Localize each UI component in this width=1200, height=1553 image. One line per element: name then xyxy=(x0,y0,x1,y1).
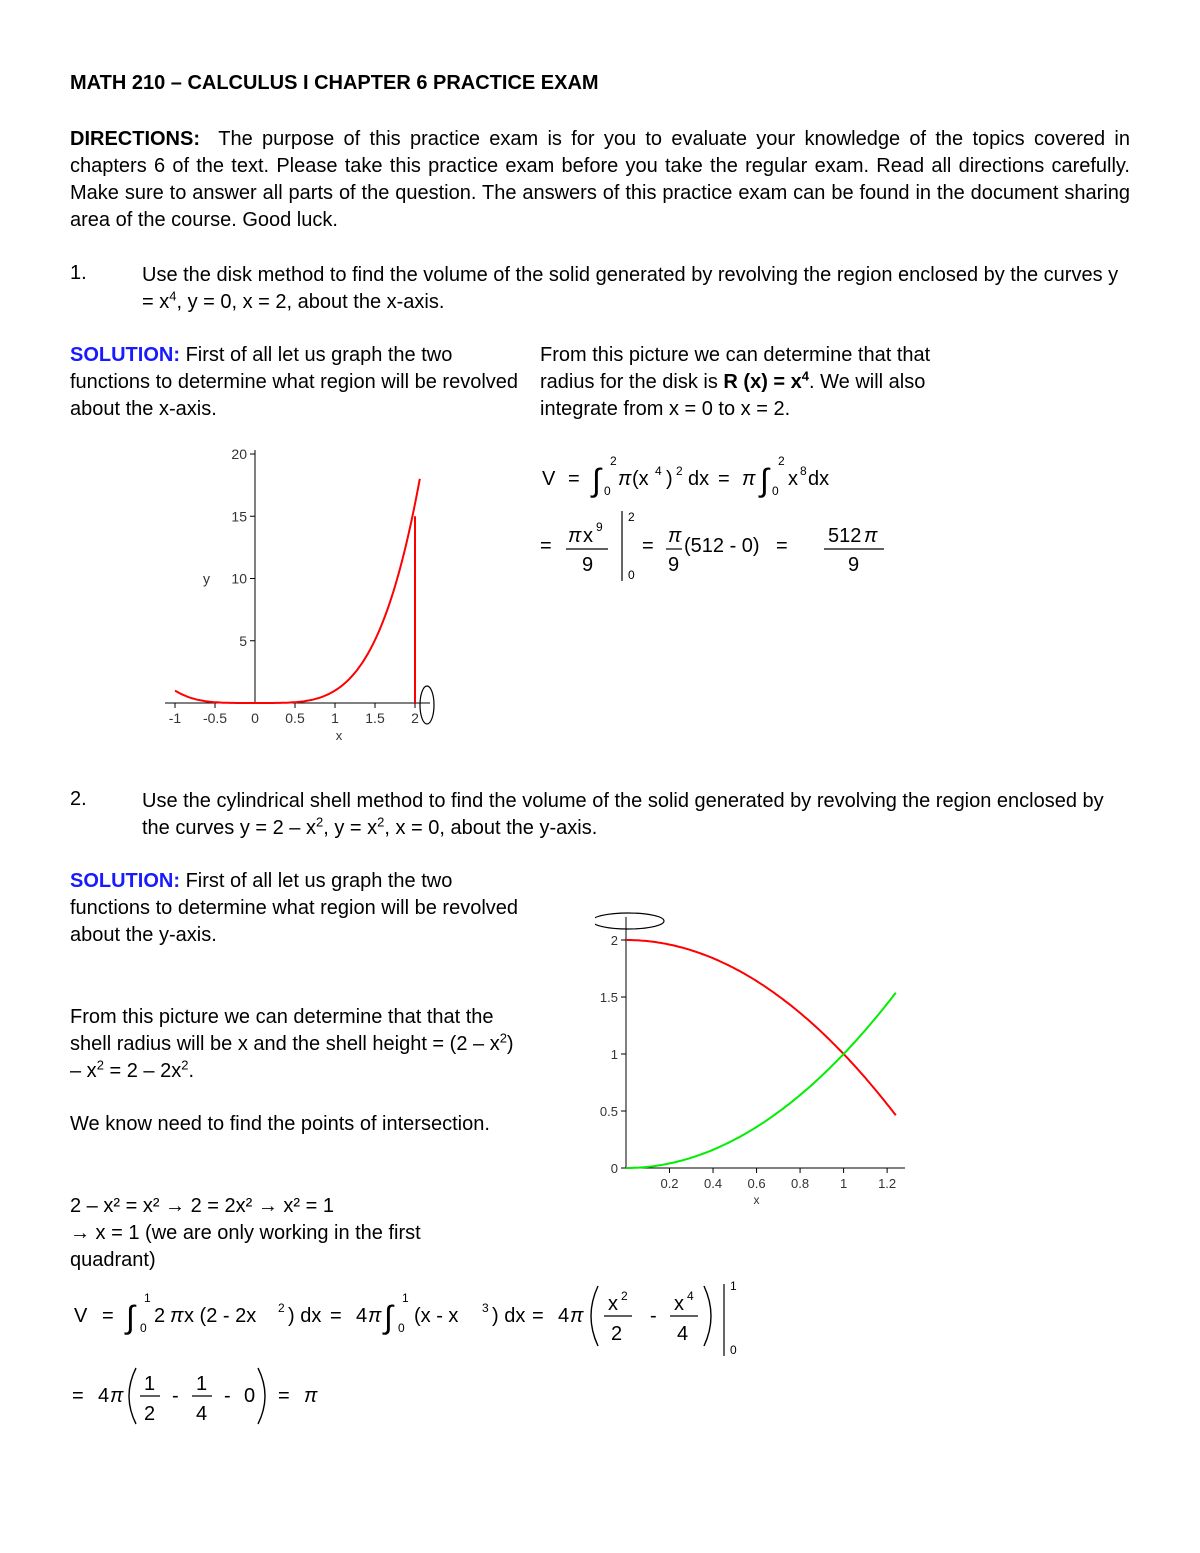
question-1-number: 1. xyxy=(70,262,87,284)
question-1-text: Use the disk method to find the volume of the solid generated by revolving the region enclosed by the curves $y = x^4$, y = 0, x = 2, about the x-axis. xyxy=(142,264,1119,313)
svg-text:=: = xyxy=(718,468,730,490)
svg-text:2: 2 xyxy=(611,1323,623,1345)
svg-text:1: 1 xyxy=(196,1373,208,1395)
svg-text:1: 1 xyxy=(402,1291,409,1305)
directions-label: DIRECTIONS: xyxy=(70,128,200,150)
svg-text:=: = xyxy=(540,535,552,557)
svg-text:V: V xyxy=(542,468,556,490)
question-2-equation xyxy=(68,1280,788,1430)
chart-1-plot xyxy=(165,446,434,743)
y-tick-label: 1.5 xyxy=(599,990,618,1005)
svg-text:9: 9 xyxy=(668,554,680,576)
x-tick-label: 0.5 xyxy=(285,710,305,726)
svg-text:dx: dx xyxy=(688,468,710,490)
x-tick-label: -0.5 xyxy=(202,710,228,726)
svg-text:2: 2 xyxy=(278,1301,285,1315)
y-tick-label: 0.5 xyxy=(599,1104,618,1119)
svg-text:∫: ∫ xyxy=(592,462,601,498)
svg-text:π: π xyxy=(864,525,878,547)
svg-text:V: V xyxy=(74,1305,88,1327)
svg-text:π: π xyxy=(742,468,756,490)
svg-text:=: = xyxy=(72,1385,84,1407)
svg-text:2: 2 xyxy=(778,454,785,468)
y-tick-label: 20 xyxy=(231,446,247,462)
svg-text:9: 9 xyxy=(848,554,860,576)
intersection-text: We know need to find the points of intersection. xyxy=(70,1113,490,1135)
svg-text:2: 2 xyxy=(144,1403,156,1425)
svg-text:=: = xyxy=(278,1385,290,1407)
svg-text:0: 0 xyxy=(628,568,635,582)
svg-text:2: 2 xyxy=(610,454,617,468)
intersection-result-cont: quadrant) xyxy=(70,1249,156,1271)
y-tick-label: 15 xyxy=(231,508,247,525)
svg-text:=: = xyxy=(330,1305,342,1327)
svg-text:4: 4 xyxy=(687,1289,694,1303)
svg-text:): ) xyxy=(666,468,673,490)
x-axis-label: x xyxy=(753,1193,760,1205)
series-y-x2 xyxy=(626,993,896,1168)
svg-text:9: 9 xyxy=(582,554,594,576)
x-tick-label: 0.8 xyxy=(791,1176,810,1191)
svg-text:-: - xyxy=(650,1305,657,1327)
svg-text:x: x xyxy=(674,1293,684,1315)
question-1-equation xyxy=(538,445,918,585)
chart-1-disk-method xyxy=(165,440,440,750)
svg-text:4: 4 xyxy=(655,464,662,478)
svg-text:x (2 - 2x: x (2 - 2x xyxy=(184,1305,257,1327)
svg-text:0: 0 xyxy=(604,484,611,498)
question-1-solution xyxy=(70,342,520,423)
svg-text:0: 0 xyxy=(772,484,779,498)
x-tick-label: 0.4 xyxy=(704,1176,723,1191)
svg-text:0: 0 xyxy=(140,1321,147,1335)
y-tick-label: 5 xyxy=(239,632,247,649)
svg-text:π: π xyxy=(368,1305,382,1327)
svg-text:x: x xyxy=(788,468,798,490)
svg-text:-: - xyxy=(172,1385,179,1407)
svg-text:(x - x: (x - x xyxy=(414,1305,459,1327)
svg-text:π: π xyxy=(618,468,632,490)
svg-text:π: π xyxy=(110,1385,124,1407)
svg-text:2: 2 xyxy=(676,464,683,478)
solution-text: First of all let us graph the two functions to determine what region will be revolved about the x-axis. xyxy=(70,344,519,420)
svg-text:2: 2 xyxy=(621,1289,628,1303)
svg-text:π: π xyxy=(170,1305,184,1327)
intersection-equation: 2 – x² = x² → 2 = 2x² → x² = 1 xyxy=(70,1195,334,1217)
x-tick-label: 1.2 xyxy=(878,1176,897,1191)
x-tick-label: 1.5 xyxy=(365,710,385,726)
svg-text:4: 4 xyxy=(558,1305,570,1327)
question-2-text: Use the cylindrical shell method to find the volume of the solid generated by revolving the region enclosed by the curves $y = 2 - x^2$, $y = x^2$, x = 0, about the y-axis. xyxy=(142,790,1104,839)
series-y-2-minus-x2 xyxy=(626,940,896,1115)
svg-text:π: π xyxy=(668,525,682,547)
svg-text:∫: ∫ xyxy=(126,1299,135,1335)
chart-2-shell-method xyxy=(595,905,915,1205)
svg-text:∫: ∫ xyxy=(760,462,769,498)
svg-text:0: 0 xyxy=(244,1385,256,1407)
svg-text:4: 4 xyxy=(356,1305,368,1327)
svg-text:=: = xyxy=(642,535,654,557)
svg-text:(x: (x xyxy=(632,468,649,490)
svg-text:4: 4 xyxy=(196,1403,208,1425)
intersection-result: → x = 1 (we are only working in the first xyxy=(70,1222,421,1244)
x-tick-label: 0.6 xyxy=(747,1176,766,1191)
radius-formula: R $(x) = x^4$ xyxy=(723,368,810,393)
svg-text:(512 - 0): (512 - 0) xyxy=(684,535,760,557)
chart-2-plot xyxy=(595,913,905,1205)
directions-text: The purpose of this practice exam is for you to evaluate your knowledge of the topics covered in chapters 6 of the text. Please take this practice exam before you take the regular exam. Read all directions carefully. Make sure to answer all parts of the question. The answers of this practice exam can be found in the document sharing area of the course. Good luck. xyxy=(70,128,1130,231)
y-tick-label: 10 xyxy=(231,570,247,587)
svg-text:=: = xyxy=(102,1305,114,1327)
svg-text:2: 2 xyxy=(628,510,635,524)
rotation-indicator xyxy=(595,913,664,929)
svg-text:-: - xyxy=(224,1385,231,1407)
solution-label: SOLUTION: xyxy=(70,344,180,366)
y-axis-label: y xyxy=(203,570,210,587)
svg-text:8: 8 xyxy=(800,464,807,478)
directions xyxy=(70,126,1130,234)
svg-text:0: 0 xyxy=(730,1343,737,1357)
x-tick-label: 0 xyxy=(251,710,259,726)
svg-text:x: x xyxy=(583,525,593,547)
y-tick-label: 2 xyxy=(610,933,618,948)
rotation-indicator xyxy=(420,686,434,724)
svg-text:1: 1 xyxy=(144,1291,151,1305)
question-1-explanation: From this picture we can determine that that radius for the disk is R $(x) = x^4$. We will also integrate from x = 0 to x = 2. xyxy=(540,344,931,420)
y-tick-label: 0 xyxy=(610,1161,618,1176)
x-tick-label: 1 xyxy=(331,710,339,726)
svg-text:4: 4 xyxy=(677,1323,689,1345)
svg-text:∫: ∫ xyxy=(384,1299,393,1335)
x-tick-label: 2 xyxy=(411,710,419,726)
svg-text:3: 3 xyxy=(482,1301,489,1315)
svg-text:512: 512 xyxy=(828,525,862,547)
svg-text:1: 1 xyxy=(730,1280,737,1293)
svg-text:=: = xyxy=(532,1305,544,1327)
y-tick-label: 1 xyxy=(610,1047,618,1062)
svg-text:) dx: ) dx xyxy=(288,1305,322,1327)
svg-text:π: π xyxy=(304,1385,318,1407)
question-2-number: 2. xyxy=(70,788,87,810)
question-2-solution xyxy=(70,868,520,949)
shell-height-text: From this picture we can determine that that the shell radius will be x and the shell height = $(2 - x^2) - x^2 = 2 - 2x^2$. xyxy=(70,1006,514,1082)
svg-text:9: 9 xyxy=(596,520,603,534)
page-title: MATH 210 – CALCULUS I CHAPTER 6 PRACTICE EXAM xyxy=(70,72,599,94)
x-tick-label: 0.2 xyxy=(660,1176,679,1191)
series-y-x4 xyxy=(175,479,420,703)
svg-text:1: 1 xyxy=(144,1373,156,1395)
solution-label: SOLUTION: xyxy=(70,870,180,892)
svg-text:2: 2 xyxy=(154,1305,166,1327)
svg-text:π: π xyxy=(568,525,582,547)
svg-text:4: 4 xyxy=(98,1385,110,1407)
svg-text:x: x xyxy=(608,1293,618,1315)
svg-text:0: 0 xyxy=(398,1321,405,1335)
svg-text:) dx: ) dx xyxy=(492,1305,526,1327)
x-tick-label: -1 xyxy=(168,710,182,726)
svg-text:π: π xyxy=(570,1305,584,1327)
svg-text:=: = xyxy=(776,535,788,557)
x-axis-label: x xyxy=(335,728,343,743)
svg-text:=: = xyxy=(568,468,580,490)
solution-text: First of all let us graph the two functions to determine what region will be revolved about the y-axis. xyxy=(70,870,519,946)
x-tick-label: 1 xyxy=(839,1176,848,1191)
svg-text:dx: dx xyxy=(808,468,830,490)
